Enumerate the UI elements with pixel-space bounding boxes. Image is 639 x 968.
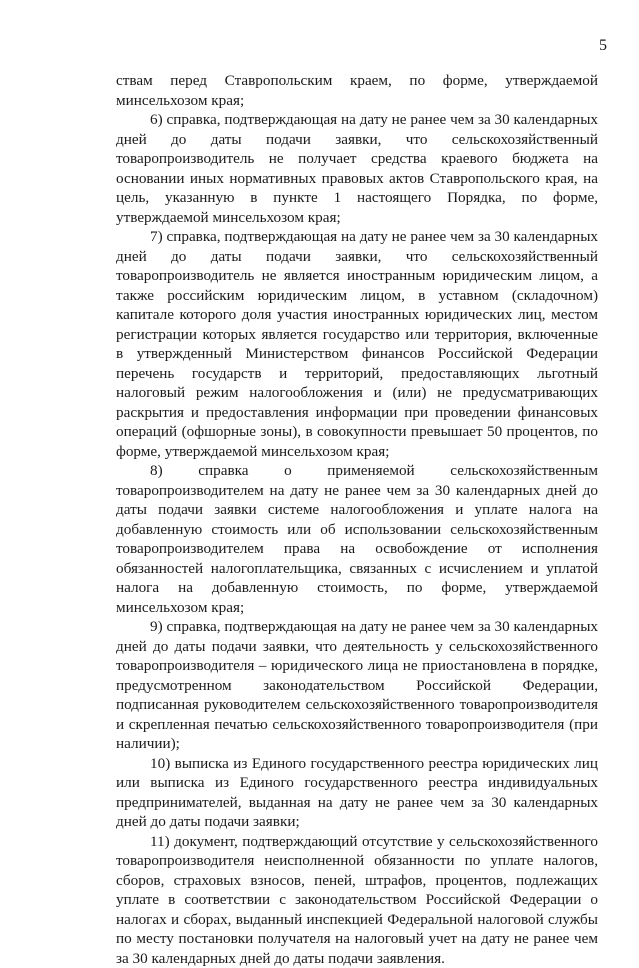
paragraph-item-7: 7) справка, подтверждающая на дату не ранее чем за 30 календарных дней до даты подачи заявки, что сельскохозяйственный товаропроизводитель не является иностранным юридическим лицом, а также российским юридическим лицом, в уставном (складочном) капитале которого доля участия иностранных юридических лиц, местом регистрации которых является государство или территория, включенные в утвержденный Министерством финансов Российской Федерации перечень государств и территорий, предоставляющих льготный налоговый режим налогообложения и (или) не предусматривающих раскрытия и предоставления информации при проведении финансовых операций (офшорные зоны), в совокупности превышает 50 процентов, по форме, утверждаемой минсельхозом края; (116, 227, 598, 461)
page-number: 5 (599, 36, 607, 56)
paragraph-item-10: 10) выписка из Единого государственного реестра юридических лиц или выписка из Единого государственного реестра индивидуальных предпринимателей, выданная на дату не ранее чем за 30 календарных дней до даты подачи заявки; (116, 754, 598, 832)
paragraph-item-11: 11) документ, подтверждающий отсутствие у сельскохозяйственного товаропроизводителя неисполненной обязанности по уплате налогов, сборов, страховых взносов, пеней, штрафов, процентов, подлежащих уплате в соответствии с законодательством Российской Федерации о налогах и сборах, выданный инспекцией Федеральной налоговой службы по месту постановки получателя на налоговый учет на дату не ранее чем за 30 календарных дней до даты подачи заявления. (116, 832, 598, 968)
document-body (116, 71, 598, 968)
paragraph-item-6: 6) справка, подтверждающая на дату не ранее чем за 30 календарных дней до даты подачи заявки, что сельскохозяйственный товаропроизводитель не получает средства краевого бюджета на основании иных нормативных правовых актов Ставропольского края, на цель, указанную в пункте 1 настоящего Порядка, по форме, утверждаемой минсельхозом края; (116, 110, 598, 227)
paragraph-continuation: ствам перед Ставропольским краем, по форме, утверждаемой минсельхозом края; (116, 71, 598, 110)
paragraph-item-8: 8) справка о применяемой сельскохозяйственным товаропроизводителем на дату не ранее чем за 30 календарных дней до даты подачи заявки системе налогообложения и уплате налога на добавленную стоимость или об использовании сельскохозяйственным товаропроизводителем права на освобождение от исполнения обязанностей налогоплательщика, связанных с исчислением и уплатой налога на добавленную стоимость, по форме, утверждаемой минсельхозом края; (116, 461, 598, 617)
paragraph-item-9: 9) справка, подтверждающая на дату не ранее чем за 30 календарных дней до даты подачи заявки, что деятельность у сельскохозяйственного товаропроизводителя – юридического лица не приостановлена в порядке, предусмотренном законодательством Российской Федерации, подписанная руководителем сельскохозяйственного товаропроизводителя и скрепленная печатью сельскохозяйственного товаропроизводителя (при наличии); (116, 617, 598, 754)
